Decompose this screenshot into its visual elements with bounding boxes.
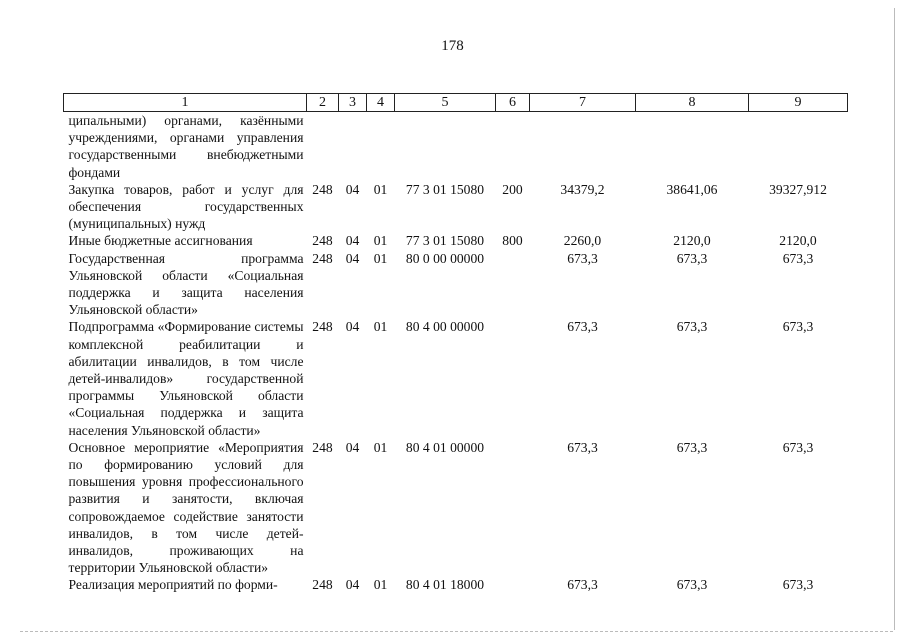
column-header: 2 xyxy=(307,94,339,112)
cell-col6: 800 xyxy=(502,233,523,249)
cell-col3: 04 xyxy=(345,439,360,455)
cell-col6 xyxy=(496,112,530,181)
cell-col9: 2120,0 xyxy=(779,233,817,249)
column-header: 9 xyxy=(749,94,848,112)
row-name: Реализация мероприятий по форми- xyxy=(68,577,278,593)
table-row xyxy=(64,576,848,593)
cell-col8: 38641,06 xyxy=(666,181,718,197)
cell-col9 xyxy=(749,112,848,181)
column-header: 5 xyxy=(395,94,496,112)
row-name: Государственная программа Ульяновской области «Социальная поддержка и защита населения Ульяновской области» xyxy=(68,250,304,318)
cell-col8 xyxy=(636,112,749,181)
cell-col9: 39327,912 xyxy=(769,181,827,197)
cell-col6 xyxy=(496,439,530,577)
row-name: Иные бюджетные ассигнования xyxy=(68,233,253,249)
cell-col5: 80 4 01 00000 xyxy=(405,439,485,455)
cell-col7: 673,3 xyxy=(567,319,598,335)
table-row xyxy=(64,318,848,438)
cell-col4: 01 xyxy=(373,319,388,335)
cell-col4: 01 xyxy=(373,250,388,266)
cell-col6 xyxy=(496,250,530,319)
table-row xyxy=(64,439,848,577)
cell-col9: 673,3 xyxy=(782,319,814,335)
cell-col2: 248 xyxy=(312,181,333,197)
row-name: Подпрограмма «Формирование системы комплексной реабилитации и абилитации инвалидов, в том числе детей-инвалидов» государственной программы Ульяновской области «Социальная поддержка и защита населения Ульяновской области» xyxy=(68,319,304,438)
cell-col9: 673,3 xyxy=(782,439,814,455)
table-row xyxy=(64,112,848,181)
cell-col8: 2120,0 xyxy=(673,233,711,249)
cell-col7: 673,3 xyxy=(567,250,598,266)
cell-col5 xyxy=(395,112,496,181)
column-header: 8 xyxy=(636,94,749,112)
cell-col2: 248 xyxy=(312,577,333,593)
column-header: 1 xyxy=(64,94,307,112)
cell-col2: 248 xyxy=(312,319,333,335)
cell-col6 xyxy=(496,318,530,438)
cell-col5: 80 0 00 00000 xyxy=(405,250,485,266)
cell-col2: 248 xyxy=(312,439,333,455)
cell-col3: 04 xyxy=(345,577,360,593)
budget-table xyxy=(63,93,848,594)
cell-col8: 673,3 xyxy=(676,250,708,266)
cell-col7: 673,3 xyxy=(567,577,598,593)
page-edge-right xyxy=(894,8,895,630)
cell-col6: 200 xyxy=(502,181,523,197)
cell-col8: 673,3 xyxy=(676,577,708,593)
cell-col4: 01 xyxy=(373,181,388,197)
cell-col3: 04 xyxy=(345,319,360,335)
cell-col7: 673,3 xyxy=(567,439,598,455)
cell-col9: 673,3 xyxy=(782,250,814,266)
cell-col5: 80 4 00 00000 xyxy=(405,319,485,335)
cell-col3 xyxy=(339,112,367,181)
cell-col8: 673,3 xyxy=(676,439,708,455)
cell-col7: 34379,2 xyxy=(560,181,605,197)
cell-col4: 01 xyxy=(373,233,388,249)
table-header-row xyxy=(64,94,848,112)
cell-col4: 01 xyxy=(373,577,388,593)
cell-col3: 04 xyxy=(345,250,360,266)
cell-col2 xyxy=(307,112,339,181)
cell-col7 xyxy=(530,112,636,181)
table-row xyxy=(64,232,848,249)
cell-col5: 77 3 01 15080 xyxy=(405,233,485,249)
cell-col6 xyxy=(496,576,530,593)
table-row xyxy=(64,181,848,233)
cell-col7: 2260,0 xyxy=(563,233,602,249)
cell-col9: 673,3 xyxy=(782,577,814,593)
cell-col3: 04 xyxy=(345,233,360,249)
cell-col3: 04 xyxy=(345,181,360,197)
row-name: ципальными) органами, казёнными учреждениями, органами управления государственными внебюджетными фондами xyxy=(68,113,304,180)
page-number: 178 xyxy=(441,38,464,54)
row-name: Закупка товаров, работ и услуг для обеспечения государственных (муниципальных) нужд xyxy=(68,181,304,232)
cell-col5: 77 3 01 15080 xyxy=(405,181,485,197)
column-header: 6 xyxy=(496,94,530,112)
table-row xyxy=(64,250,848,319)
cell-col4 xyxy=(367,112,395,181)
column-header: 3 xyxy=(339,94,367,112)
cell-col8: 673,3 xyxy=(676,319,708,335)
cell-col2: 248 xyxy=(312,233,333,249)
cell-col2: 248 xyxy=(312,250,333,266)
row-name: Основное мероприятие «Мероприятия по формированию условий для повышения уровня профессионального развития и занятости, включая сопровождаемое содействие занятости инвалидов, в том числе детей-инвалидов, проживающих на территории Ульяновской области» xyxy=(68,439,304,576)
column-header: 4 xyxy=(367,94,395,112)
column-header: 7 xyxy=(530,94,636,112)
cell-col5: 80 4 01 18000 xyxy=(405,577,485,593)
page-edge-bottom xyxy=(20,631,893,632)
cell-col4: 01 xyxy=(373,439,388,455)
